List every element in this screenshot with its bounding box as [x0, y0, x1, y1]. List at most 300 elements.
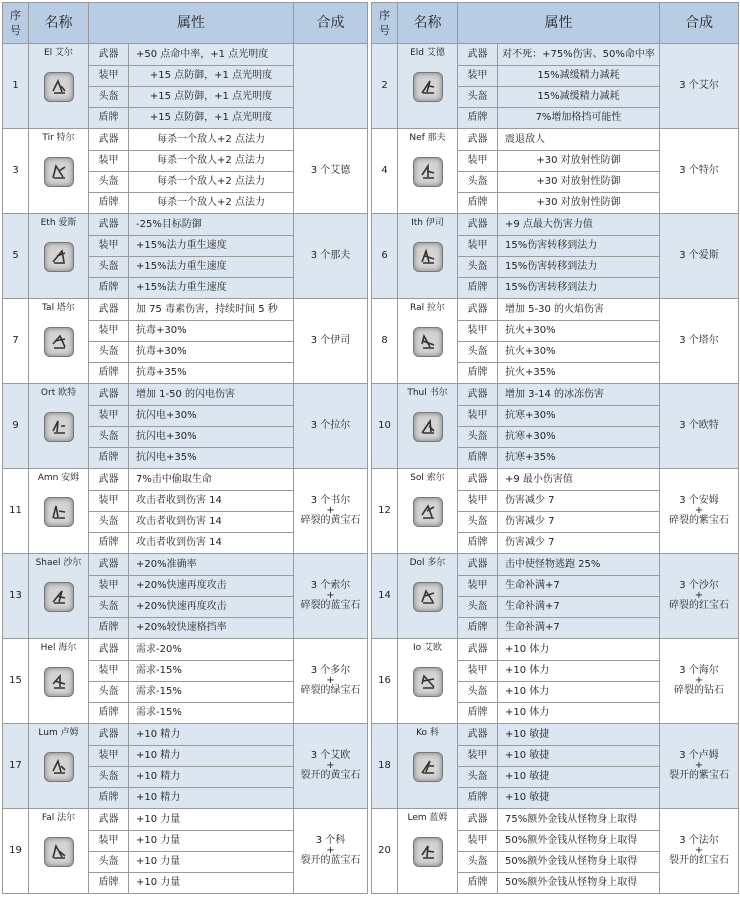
combine-line: 3 个索尔: [310, 580, 351, 591]
sol-rune-icon: [413, 497, 443, 527]
slot-label: 头盔: [458, 342, 498, 363]
combine-recipe: [660, 129, 739, 214]
combine-line: +: [326, 760, 335, 771]
rune-property: 需求-15%: [129, 661, 294, 682]
table-row: [372, 384, 739, 406]
rune-property: +10 力量: [129, 831, 294, 852]
rune-property: +10 敏捷: [498, 788, 660, 809]
combine-recipe: [660, 384, 739, 469]
rune-property: +10 体力: [498, 661, 660, 682]
rune-name-cell: [398, 44, 458, 129]
slot-label: 头盔: [458, 682, 498, 703]
combine-line: 裂开的黄宝石: [300, 770, 361, 781]
slot-label: 装甲: [89, 831, 129, 852]
rune-number: 1: [3, 44, 29, 129]
rune-property: +10 精力: [129, 724, 294, 746]
rune-property: +15 点防御，+1 点光明度: [129, 66, 294, 87]
rune-name: Ort 欧特: [40, 388, 77, 398]
table-row: [372, 639, 739, 661]
table-row: [372, 554, 739, 576]
rune-property: 增加 5-30 的火焰伤害: [498, 299, 660, 321]
rune-property: 攻击者收到伤害 14: [129, 533, 294, 554]
rune-property: 需求-15%: [129, 682, 294, 703]
rune-name: Amn 安姆: [37, 473, 80, 483]
slot-label: 装甲: [458, 66, 498, 87]
rune-name-cell: [29, 299, 89, 384]
header-name: 名称: [398, 3, 458, 44]
combine-recipe: [294, 724, 368, 809]
shael-rune-icon: [44, 582, 74, 612]
rune-name: Lum 卢姆: [38, 728, 79, 738]
slot-label: 武器: [458, 639, 498, 661]
slot-label: 盾牌: [89, 108, 129, 129]
slot-label: 头盔: [89, 87, 129, 108]
rune-property: +10 体力: [498, 682, 660, 703]
ko-rune-icon: [413, 752, 443, 782]
rune-name: Hel 海尔: [40, 643, 77, 653]
rune-number: 20: [372, 809, 398, 894]
combine-line: 3 个爱斯: [679, 250, 719, 261]
combine-recipe: [294, 129, 368, 214]
rune-property: 15%减缓精力减耗: [498, 87, 660, 108]
table-row: [372, 129, 739, 151]
rune-property: 抗火+35%: [498, 363, 660, 384]
rune-property: +10 力量: [129, 809, 294, 831]
slot-label: 装甲: [458, 746, 498, 767]
slot-label: 武器: [458, 554, 498, 576]
rune-table-left: [2, 2, 368, 894]
combine-line: 碎裂的黄宝石: [300, 515, 361, 526]
rune-name: Io 艾欧: [412, 643, 443, 653]
combine-recipe: [660, 639, 739, 724]
rune-property: 15%减缓精力减耗: [498, 66, 660, 87]
ral-rune-icon: [413, 327, 443, 357]
rune-name: El 艾尔: [43, 48, 74, 58]
combine-line: +: [326, 845, 335, 856]
rune-number: 4: [372, 129, 398, 214]
slot-label: 盾牌: [458, 448, 498, 469]
rune-property: +30 对放射性防御: [498, 151, 660, 172]
slot-label: 盾牌: [89, 278, 129, 299]
combine-line: 3 个书尔: [310, 495, 351, 506]
combine-recipe: [294, 639, 368, 724]
rune-property: +10 力量: [129, 873, 294, 894]
combine-line: 3 个艾德: [310, 165, 351, 176]
rune-property: +9 最小伤害值: [498, 469, 660, 491]
eth-rune-icon: [44, 242, 74, 272]
rune-property: 伤害减少 7: [498, 533, 660, 554]
table-row: [3, 639, 368, 661]
rune-property: +20%较快速格挡率: [129, 618, 294, 639]
rune-property: 抗寒+30%: [498, 406, 660, 427]
table-row: [372, 809, 739, 831]
combine-line: 碎裂的蓝宝石: [300, 600, 361, 611]
slot-label: 武器: [89, 724, 129, 746]
rune-property: 50%额外金钱从怪物身上取得: [498, 873, 660, 894]
rune-name-cell: [398, 299, 458, 384]
rune-property: 攻击者收到伤害 14: [129, 491, 294, 512]
combine-line: 裂开的紫宝石: [669, 770, 729, 781]
rune-property: 增加 3-14 的冰冻伤害: [498, 384, 660, 406]
combine-recipe: [660, 44, 739, 129]
rune-number: 12: [372, 469, 398, 554]
slot-label: 盾牌: [89, 448, 129, 469]
slot-label: 盾牌: [458, 788, 498, 809]
rune-property: +10 精力: [129, 767, 294, 788]
rune-property: +10 体力: [498, 703, 660, 724]
rune-property: +10 体力: [498, 639, 660, 661]
dol-rune-icon: [413, 582, 443, 612]
rune-number: 15: [3, 639, 29, 724]
slot-label: 头盔: [89, 852, 129, 873]
slot-label: 装甲: [89, 746, 129, 767]
rune-property: 击中使怪物逃跑 25%: [498, 554, 660, 576]
rune-property: 生命补满+7: [498, 597, 660, 618]
ith-rune-icon: [413, 242, 443, 272]
rune-name: Eth 爱斯: [40, 218, 77, 228]
rune-property: 15%伤害转移到法力: [498, 257, 660, 278]
rune-property: +30 对放射性防御: [498, 172, 660, 193]
slot-label: 装甲: [89, 151, 129, 172]
table-row: [3, 384, 368, 406]
slot-label: 装甲: [89, 321, 129, 342]
rune-property: +50 点命中率，+1 点光明度: [129, 44, 294, 66]
slot-label: 盾牌: [458, 363, 498, 384]
combine-recipe: [294, 809, 368, 894]
slot-label: 武器: [89, 384, 129, 406]
rune-number: 5: [3, 214, 29, 299]
slot-label: 头盔: [89, 257, 129, 278]
table-row: [372, 469, 739, 491]
combine-line: +: [326, 675, 335, 686]
rune-property: 生命补满+7: [498, 618, 660, 639]
slot-label: 装甲: [89, 66, 129, 87]
combine-line: +: [694, 760, 704, 771]
slot-label: 头盔: [89, 427, 129, 448]
header-number: [372, 3, 398, 44]
rune-property: +15%法力重生速度: [129, 236, 294, 257]
slot-label: 武器: [89, 469, 129, 491]
rune-property: +15 点防御，+1 点光明度: [129, 87, 294, 108]
rune-property: +9 点最大伤害力值: [498, 214, 660, 236]
rune-name: Tir 特尔: [42, 133, 75, 143]
rune-number: 16: [372, 639, 398, 724]
rune-property: +20%快速再度攻击: [129, 576, 294, 597]
combine-line: 3 个法尔: [679, 835, 719, 846]
slot-label: 头盔: [458, 597, 498, 618]
header-row: [3, 3, 368, 44]
slot-label: 武器: [458, 129, 498, 151]
slot-label: 盾牌: [458, 278, 498, 299]
slot-label: 武器: [458, 299, 498, 321]
slot-label: 盾牌: [89, 788, 129, 809]
slot-label: 武器: [458, 724, 498, 746]
rune-property: 抗毒+30%: [129, 342, 294, 363]
combine-line: 3 个那夫: [310, 250, 351, 261]
rune-property: +15%法力重生速度: [129, 257, 294, 278]
rune-number: 9: [3, 384, 29, 469]
rune-property: 50%额外金钱从怪物身上取得: [498, 831, 660, 852]
rune-property: 每杀一个敌人+2 点法力: [129, 172, 294, 193]
slot-label: 盾牌: [458, 533, 498, 554]
slot-label: 武器: [89, 639, 129, 661]
header-combine: 合成: [660, 3, 739, 44]
slot-label: 装甲: [89, 576, 129, 597]
rune-property: 抗寒+35%: [498, 448, 660, 469]
rune-property: +10 精力: [129, 746, 294, 767]
rune-property: 7%增加格挡可能性: [498, 108, 660, 129]
rune-name-cell: [29, 384, 89, 469]
rune-property: 每杀一个敌人+2 点法力: [129, 151, 294, 172]
rune-property: 攻击者收到伤害 14: [129, 512, 294, 533]
table-row: [372, 299, 739, 321]
rune-property: 需求-20%: [129, 639, 294, 661]
rune-name: Shael 沙尔: [35, 558, 82, 568]
combine-line: 3 个科: [315, 835, 346, 846]
combine-line: 3 个欧特: [679, 420, 719, 431]
rune-property: 抗火+30%: [498, 321, 660, 342]
slot-label: 武器: [89, 299, 129, 321]
slot-label: 头盔: [89, 767, 129, 788]
rune-property: 每杀一个敌人+2 点法力: [129, 193, 294, 214]
slot-label: 头盔: [89, 172, 129, 193]
slot-label: 武器: [458, 809, 498, 831]
combine-line: 3 个特尔: [679, 165, 719, 176]
table-row: [3, 554, 368, 576]
combine-line: 3 个多尔: [310, 665, 351, 676]
slot-label: 武器: [89, 214, 129, 236]
header-number: [3, 3, 29, 44]
rune-number: 10: [372, 384, 398, 469]
rune-name: Ko 科: [416, 728, 439, 738]
slot-label: 盾牌: [458, 873, 498, 894]
rune-number: 3: [3, 129, 29, 214]
rune-name: Ral 拉尔: [410, 303, 445, 313]
slot-label: 武器: [458, 214, 498, 236]
header-number-label: 序号: [10, 9, 21, 37]
combine-line: 3 个海尔: [679, 665, 719, 676]
rune-name: Nef 那夫: [409, 133, 446, 143]
rune-name-cell: [398, 214, 458, 299]
table-row: [3, 469, 368, 491]
rune-number: 19: [3, 809, 29, 894]
slot-label: 盾牌: [458, 193, 498, 214]
rune-property: 15%伤害转移到法力: [498, 278, 660, 299]
rune-name-cell: [398, 469, 458, 554]
rune-property: +20%快速再度攻击: [129, 597, 294, 618]
rune-property: 抗毒+30%: [129, 321, 294, 342]
combine-recipe: [660, 214, 739, 299]
rune-property: 生命补满+7: [498, 576, 660, 597]
combine-recipe: [660, 299, 739, 384]
slot-label: 头盔: [458, 427, 498, 448]
slot-label: 头盔: [458, 512, 498, 533]
rune-name-cell: [29, 214, 89, 299]
combine-line: 裂开的蓝宝石: [300, 855, 361, 866]
slot-label: 装甲: [89, 491, 129, 512]
combine-recipe: [660, 469, 739, 554]
combine-line: 3 个艾欧: [310, 750, 351, 761]
header-name: 名称: [29, 3, 89, 44]
rune-property: 抗闪电+30%: [129, 406, 294, 427]
combine-recipe: [660, 724, 739, 809]
slot-label: 装甲: [89, 236, 129, 257]
table-row: [3, 809, 368, 831]
combine-line: 碎裂的绿宝石: [300, 685, 361, 696]
combine-line: 3 个塔尔: [679, 335, 719, 346]
slot-label: 武器: [458, 44, 498, 66]
hel-rune-icon: [44, 667, 74, 697]
el-rune-icon: [44, 72, 74, 102]
combine-line: +: [694, 845, 704, 856]
rune-property: +10 精力: [129, 788, 294, 809]
rune-name-cell: [398, 724, 458, 809]
rune-property: 抗闪电+35%: [129, 448, 294, 469]
slot-label: 头盔: [458, 172, 498, 193]
slot-label: 头盔: [458, 852, 498, 873]
combine-line: 3 个拉尔: [310, 420, 351, 431]
rune-property: 抗闪电+30%: [129, 427, 294, 448]
rune-name: Ith 伊司: [411, 218, 444, 228]
table-row: [3, 44, 368, 66]
lem-rune-icon: [413, 837, 443, 867]
slot-label: 头盔: [89, 342, 129, 363]
rune-property: -25%目标防御: [129, 214, 294, 236]
header-row: [372, 3, 739, 44]
ort-rune-icon: [44, 412, 74, 442]
rune-name-cell: [29, 639, 89, 724]
table-row: [372, 724, 739, 746]
combine-line: 裂开的红宝石: [669, 855, 729, 866]
rune-property: 50%额外金钱从怪物身上取得: [498, 852, 660, 873]
table-row: [3, 299, 368, 321]
rune-name: Sol 索尔: [410, 473, 445, 483]
slot-label: 头盔: [89, 512, 129, 533]
slot-label: 武器: [89, 129, 129, 151]
slot-label: 头盔: [458, 257, 498, 278]
slot-label: 装甲: [89, 661, 129, 682]
slot-label: 装甲: [458, 406, 498, 427]
nef-rune-icon: [413, 157, 443, 187]
io-rune-icon: [413, 667, 443, 697]
slot-label: 装甲: [458, 576, 498, 597]
combine-line: 碎裂的红宝石: [669, 600, 729, 611]
combine-line: 3 个安姆: [679, 495, 719, 506]
rune-property: +10 敏捷: [498, 746, 660, 767]
tir-rune-icon: [44, 157, 74, 187]
rune-property: 增加 1-50 的闪电伤害: [129, 384, 294, 406]
table-row: [372, 44, 739, 66]
rune-property: 加 75 毒素伤害，持续时间 5 秒: [129, 299, 294, 321]
rune-property: 需求-15%: [129, 703, 294, 724]
slot-label: 装甲: [458, 831, 498, 852]
rune-name: Eld 艾德: [410, 48, 445, 58]
rune-property: +15%法力重生速度: [129, 278, 294, 299]
slot-label: 盾牌: [458, 703, 498, 724]
header-number-label: 序号: [379, 9, 390, 37]
rune-property: +10 力量: [129, 852, 294, 873]
slot-label: 盾牌: [89, 363, 129, 384]
rune-property: +30 对放射性防御: [498, 193, 660, 214]
rune-number: 8: [372, 299, 398, 384]
rune-number: 13: [3, 554, 29, 639]
combine-line: 碎裂的紫宝石: [669, 515, 729, 526]
rune-name: Fal 法尔: [41, 813, 76, 823]
rune-property: 抗火+30%: [498, 342, 660, 363]
tal-rune-icon: [44, 327, 74, 357]
combine-recipe: [660, 809, 739, 894]
combine-line: 碎裂的钻石: [674, 685, 724, 696]
rune-property: 震退敌人: [498, 129, 660, 151]
header-props: 属性: [89, 3, 294, 44]
rune-number: 18: [372, 724, 398, 809]
slot-label: 盾牌: [89, 533, 129, 554]
rune-name: Tal 塔尔: [42, 303, 75, 313]
rune-property: +10 敏捷: [498, 767, 660, 788]
rune-name: Lem 蓝姆: [407, 813, 448, 823]
slot-label: 盾牌: [89, 193, 129, 214]
rune-number: 14: [372, 554, 398, 639]
rune-name-cell: [398, 554, 458, 639]
rune-number: 7: [3, 299, 29, 384]
slot-label: 头盔: [458, 767, 498, 788]
combine-line: 3 个艾尔: [679, 80, 719, 91]
rune-property: 伤害减少 7: [498, 512, 660, 533]
combine-line: +: [694, 590, 704, 601]
slot-label: 盾牌: [89, 703, 129, 724]
slot-label: 头盔: [458, 87, 498, 108]
amn-rune-icon: [44, 497, 74, 527]
rune-property: +10 敏捷: [498, 724, 660, 746]
slot-label: 武器: [458, 384, 498, 406]
table-row: [372, 214, 739, 236]
rune-name-cell: [398, 129, 458, 214]
rune-name-cell: [29, 724, 89, 809]
combine-recipe: [294, 469, 368, 554]
rune-name-cell: [29, 129, 89, 214]
rune-number: 2: [372, 44, 398, 129]
rune-property: 每杀一个敌人+2 点法力: [129, 129, 294, 151]
rune-name: Thul 书尔: [407, 388, 448, 398]
rune-name-cell: [29, 44, 89, 129]
slot-label: 头盔: [89, 597, 129, 618]
combine-line: 3 个沙尔: [679, 580, 719, 591]
combine-recipe: [294, 299, 368, 384]
slot-label: 盾牌: [89, 618, 129, 639]
rune-name-cell: [29, 809, 89, 894]
slot-label: 武器: [89, 809, 129, 831]
table-row: [3, 214, 368, 236]
rune-number: 17: [3, 724, 29, 809]
slot-label: 盾牌: [89, 873, 129, 894]
rune-name-cell: [29, 469, 89, 554]
rune-number: 11: [3, 469, 29, 554]
combine-line: +: [694, 675, 704, 686]
rune-property: +20%准确率: [129, 554, 294, 576]
combine-line: +: [694, 505, 704, 516]
table-row: [3, 724, 368, 746]
header-combine: 合成: [294, 3, 368, 44]
header-props: 属性: [458, 3, 660, 44]
slot-label: 装甲: [458, 236, 498, 257]
combine-recipe: [294, 554, 368, 639]
slot-label: 武器: [89, 554, 129, 576]
slot-label: 武器: [89, 44, 129, 66]
rune-property: +15 点防御，+1 点光明度: [129, 108, 294, 129]
rune-name-cell: [398, 384, 458, 469]
slot-label: 装甲: [458, 491, 498, 512]
rune-name-cell: [398, 809, 458, 894]
